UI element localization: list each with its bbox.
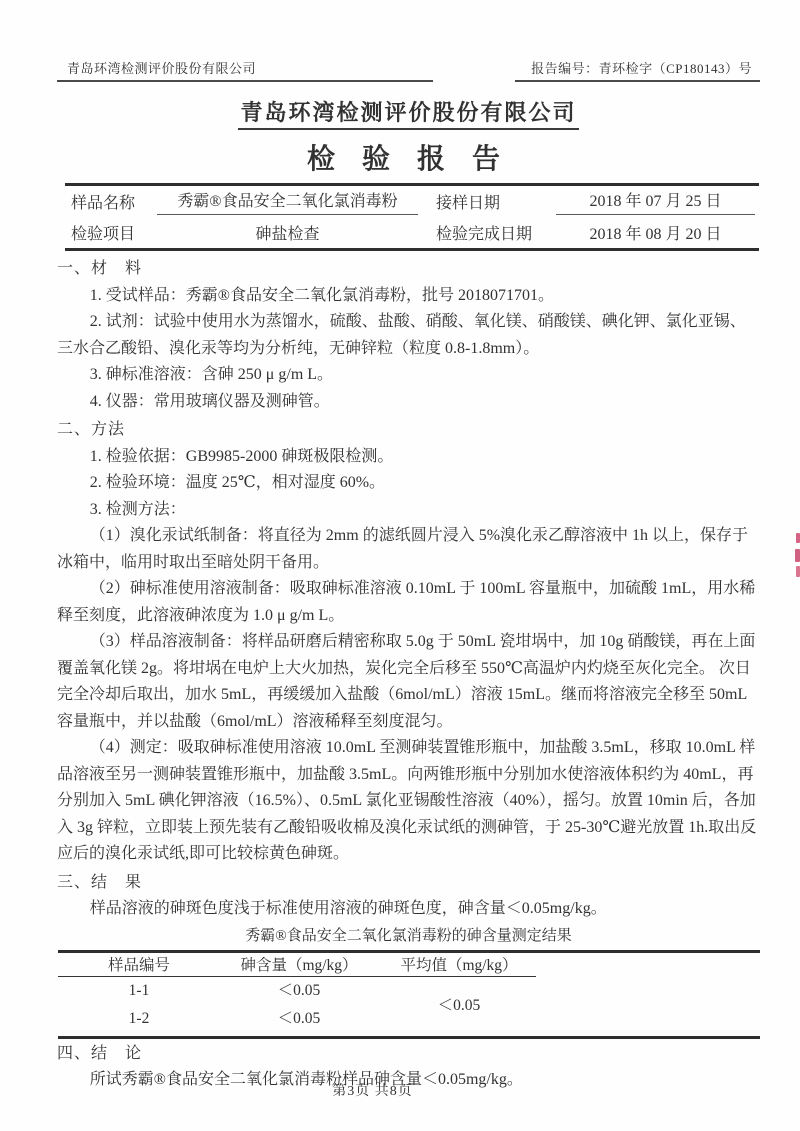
sample-info-table (65, 183, 759, 251)
results-table-body (58, 977, 760, 1036)
section-heading-conclusion: 四、结 论 (57, 1044, 143, 1062)
body-paragraph: （2）砷标准使用溶液制备：吸取砷标准溶液 0.10mL 于 100mL 容量瓶中，加硫酸 1mL，用水稀释至刻度，此溶液砷浓度为 1.0 μ g/m L。 (57, 580, 756, 624)
page-footer: 第3页 共8页 (332, 1084, 413, 1099)
column-header-average: 平均值（mg/kg） (400, 956, 518, 974)
section-heading-materials: 一、材 料 (57, 260, 143, 277)
stamp-fragment-icon (795, 549, 800, 562)
report-body (57, 256, 760, 1094)
info-label-receive-date: 接样日期 (436, 195, 501, 212)
column-header-sample-id: 样品编号 (107, 956, 170, 974)
result-statement: 样品溶液的砷斑色度浅于标准使用溶液的砷斑色度，砷含量＜0.05mg/kg。 (89, 900, 607, 917)
column-header-arsenic: 砷含量（mg/kg） (240, 956, 358, 974)
info-label-test-item: 检验项目 (71, 226, 136, 243)
company-title: 青岛环湾检测评价股份有限公司 (238, 96, 578, 130)
report-number: 报告编号：青环检字（CP180143）号 (515, 58, 760, 82)
body-paragraph: 2. 试剂：试验中使用水为蒸馏水，硫酸、盐酸、硝酸、氧化镁、硝酸镁、碘化钾、氯化亚锡、三水合乙酸铅、溴化汞等均为分析纯，无砷锌粒（粒度 0.8-1.8mm）。 (57, 313, 746, 357)
sample-id: 1-2 (128, 1010, 150, 1028)
conclusion-statement: 所试秀霸®食品安全二氧化氯消毒粉样品砷含量＜0.05mg/kg。 (89, 1071, 523, 1088)
body-paragraph: 1. 检验依据：GB9985-2000 砷斑极限检测。 (89, 447, 394, 465)
header-company-name: 青岛环湾检测评价股份有限公司 (57, 58, 433, 82)
stamp-fragment-icon (796, 533, 800, 543)
section-heading-method: 二、方法 (57, 421, 126, 438)
info-label-sample-name: 样品名称 (71, 195, 136, 212)
body-paragraph: 3. 检测方法： (89, 500, 186, 518)
info-row (65, 186, 759, 217)
body-paragraph: 4. 仪器：常用玻璃仪器及测砷管。 (89, 392, 330, 410)
section-heading-result: 三、结 果 (57, 873, 143, 891)
info-label-complete-date: 检验完成日期 (436, 226, 533, 243)
body-paragraph: （1）溴化汞试纸制备：将直径为 2mm 的滤纸圆片浸入 5%溴化汞乙醇溶液中 1h 以上，保存于冰箱中，临用时取出至暗处阴干备用。 (57, 527, 749, 571)
report-title: 检 验 报 告 (306, 144, 510, 175)
body-paragraph: 2. 检验环境：温度 25℃，相对湿度 60%。 (89, 474, 386, 491)
arsenic-value: ＜0.05 (277, 1010, 321, 1028)
body-paragraph: 3. 砷标准溶液：含砷 250 μ g/m L。 (89, 366, 334, 383)
body-paragraph: 1. 受试样品：秀霸®食品安全二氧化氯消毒粉，批号 2018071701。 (89, 286, 554, 304)
results-table-title: 秀霸®食品安全二氧化氯消毒粉的砷含量测定结果 (245, 927, 572, 944)
info-value-sample-name: 秀霸®食品安全二氧化氯消毒粉 (145, 188, 430, 215)
info-value-receive-date: 2018 年 07 月 25 日 (552, 188, 759, 215)
sample-id: 1-1 (128, 982, 150, 1000)
page-header (57, 58, 760, 82)
average-value: ＜0.05 (437, 996, 481, 1014)
arsenic-value: ＜0.05 (277, 982, 321, 1000)
info-value-complete-date: 2018 年 08 月 20 日 (589, 226, 722, 243)
stamp-fragment-icon (796, 566, 800, 577)
info-value-test-item: 砷盐检查 (255, 226, 320, 243)
results-table (58, 950, 760, 1039)
body-paragraph: （4）测定：吸取砷标准使用溶液 10.0mL 至测砷装置锥形瓶中，加盐酸 3.5mL，移取 10.0mL 样品溶液至另一测砷装置锥形瓶中，加盐酸 3.5mL。向两锥形瓶中分别加水使溶液体积约为 40mL，再分别加入 5mL 碘化钾溶液（16.5%）、0.5mL 氯化亚锡酸性溶液（40%），摇匀。放置 10min 后，各加入 3g 锌粒，立即装上预先装有乙酸铅吸收棉及溴化汞试纸的测砷管，于 25-30℃避光放置 1h.取出反应后的溴化汞试纸,即可比较棕黄色砷斑。 (57, 739, 757, 862)
body-paragraph: （3）样品溶液制备：将样品研磨后精密称取 5.0g 于 50mL 瓷坩埚中，加 10g 硝酸镁，再在上面覆盖氧化镁 2g。将坩埚在电炉上大火加热，炭化完全后移至 550℃高温炉内灼烧至灰化完全。 次日完全冷却后取出，加水 5mL，再缓缓加入盐酸（6mol/mL）溶液 15mL。继而将溶液完全移至 50mL 容量瓶中，并以盐酸（6mol/mL）溶液稀释至刻度混匀。 (57, 633, 756, 730)
info-row (65, 217, 759, 248)
results-table-header (58, 953, 536, 977)
